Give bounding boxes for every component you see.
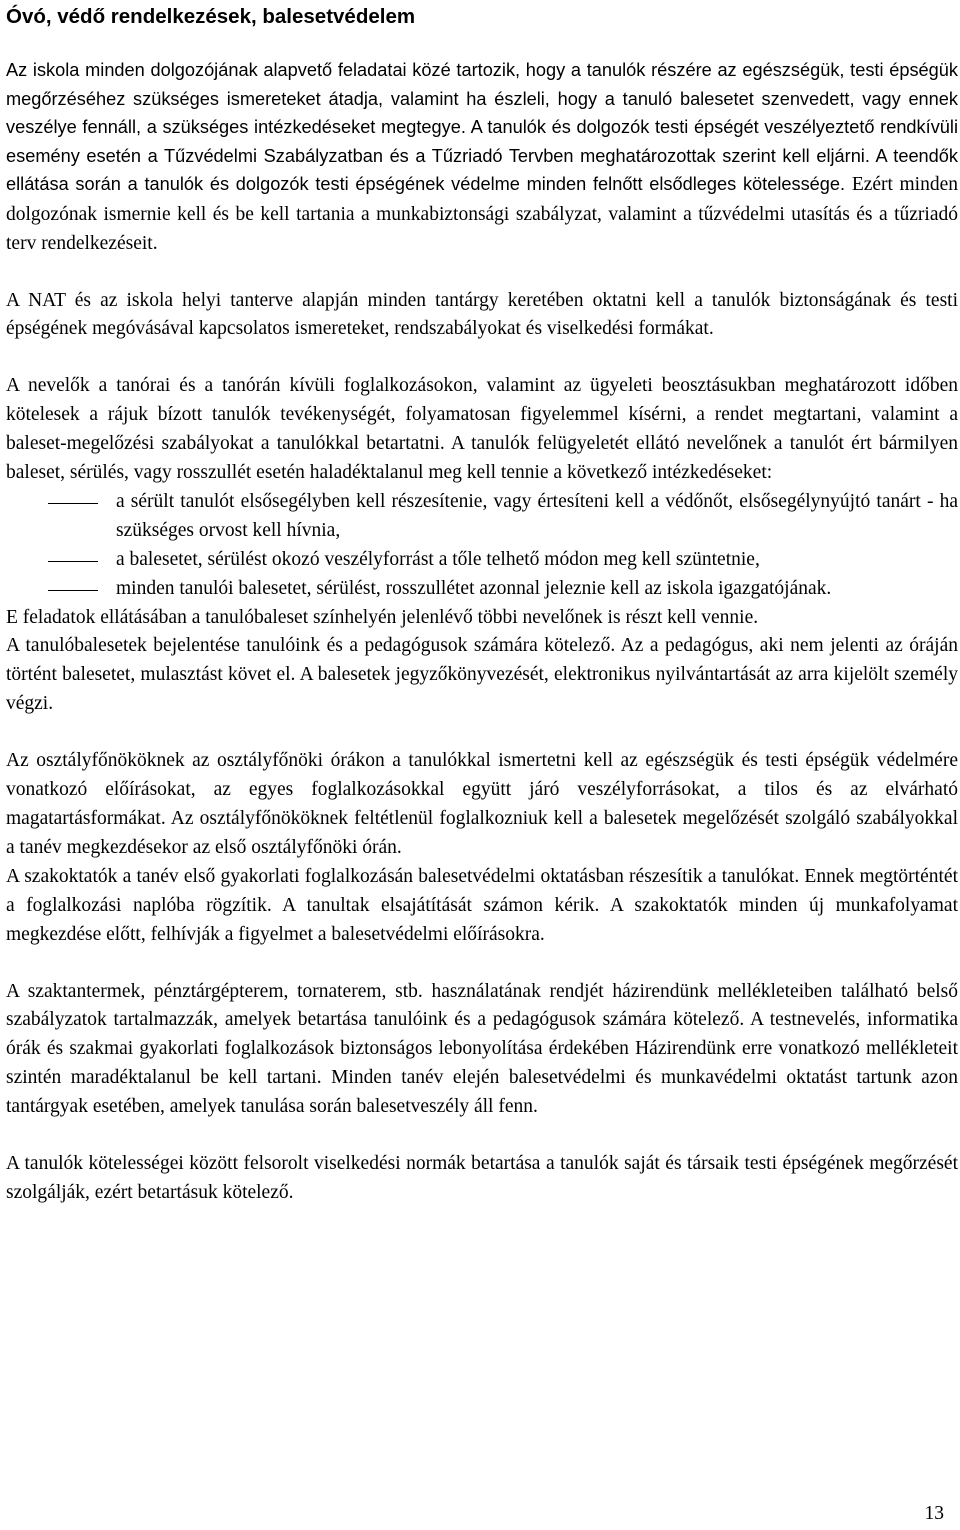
dash-bullet-icon <box>48 590 98 591</box>
paragraph-intro-part1: Az iskola minden dolgozójának alapvető feladatai közé tartozik, hogy a tanulók részére az egészségük, testi épségük megőrzéséhez szükséges ismereteket átadja, valamint ha észleli, hogy a tanuló balesetet szenvedett, vagy ennek veszélye fennáll, a szükséges intézkedéseket megtegye. <box>6 60 958 137</box>
list-item-text: minden tanulói balesetet, sérülést, rosszullétet azonnal jeleznie kell az iskola igazgatójának. <box>116 577 832 599</box>
paragraph-reporting: A tanulóbalesetek bejelentése tanulóink és a pedagógusok számára kötelező. Az a pedagógus, aki nem jelenti az óráján történt balesetet, mulasztást követ el. A balesetek jegyzőkönyvezését, elektronikus nyilvántartását az arra kijelölt személy végzi. <box>6 635 958 715</box>
dash-bullet-icon <box>48 503 98 504</box>
paragraph-other-teachers: E feladatok ellátásában a tanulóbaleset színhelyén jelenlévő többi nevelőnek is részt kell vennie. <box>6 606 759 628</box>
page-number: 13 <box>924 1503 944 1524</box>
list-item-text: a sérült tanulót elsősegélyben kell részesítenie, vagy értesíteni kell a védőnőt, elsősegélynyújtó tanárt - ha szükséges orvost kell hívnia, <box>116 490 958 541</box>
list-item-text: a balesetet, sérülést okozó veszélyforrást a tőle telhető módon meg kell szüntetnie, <box>116 548 760 570</box>
paragraph-intro <box>6 56 958 259</box>
list-item <box>6 575 958 604</box>
paragraph-intro-part2: A tanulók és dolgozók testi épségét veszélyeztető rendkívüli esemény esetén a Tűzvédelmi Szabályzatban és a Tűzriadó Tervben meghatározottak szerint kell eljárni. <box>6 117 958 166</box>
list-item <box>6 546 958 575</box>
paragraph-class-teachers: Az osztályfőnököknek az osztályfőnöki órákon a tanulókkal ismertetni kell az egészségük és testi épségük védelmére vonatkozó előírásokat, az egyes foglalkozásokkal együtt járó veszélyforrásokat, a tilos és az elvárható magatartásformákat. Az osztályfőnököknek feltétlenül foglalkozniuk kell a balesetek megelőzését szolgáló szabályokkal a tanév megkezdésekor az első osztályfőnöki órán. <box>6 750 958 858</box>
paragraph-special-rooms: A szaktantermek, pénztárgépterem, tornaterem, stb. használatának rendjét házirendünk mellékleteiben található belső szabályzatok tartalmazzák, amelyek betartása tanulóink és a pedagógusok számára kötelező. A testnevelés, informatika órák és szakmai gyakorlati foglalkozások biztonságos lebonyolítása érdekében Házirendünk erre vonatkozó mellékleteit szintén maradéktalanul be kell tartani. Minden tanév elején balesetvédelmi és munkavédelmi oktatást tartunk azon tantárgyak esetében, amelyek tanulása során balesetveszély áll fenn. <box>6 980 958 1118</box>
paragraph-teachers: A nevelők a tanórai és a tanórán kívüli foglalkozásokon, valamint az ügyeleti beosztásukban meghatározott időben kötelesek a rájuk bízott tanulók tevékenységét, folyamatosan figyelemmel kísérni, a rendet megtartani, valamint a baleset-megelőzési szabályokat a tanulókkal betartatni. A tanulók felügyeletét ellátó nevelőnek a tanulót ért bármilyen baleset, sérülés, vagy rosszullét esetén haladéktalanul meg kell tennie a következő intézkedéseket: <box>6 375 958 484</box>
paragraph-student-duties: A tanulók kötelességei között felsorolt viselkedési normák betartása a tanulók saját és társaik testi épségének megőrzését szolgálják, ezért betartásuk kötelező. <box>6 1153 958 1203</box>
paragraph-nat: A NAT és az iskola helyi tanterve alapján minden tantárgy keretében oktatni kell a tanulók biztonságának és testi épségének megóvásával kapcsolatos ismereteket, rendszabályokat és viselkedési formákat. <box>6 289 958 340</box>
paragraph-intro-part3: A teendők ellátása során a tanulók és dolgozók testi épségének védelme minden felnőtt elsődleges kötelessége. <box>6 145 958 194</box>
section-heading: Óvó, védő rendelkezések, balesetvédelem <box>6 5 416 28</box>
paragraph-intro-part4: Ezért minden dolgozónak ismernie kell és be kell tartania a munkabiztonsági szabályzat, valamint a tűzvédelmi utasítás és a tűzriadó terv rendelkezéseit. <box>6 174 958 254</box>
list-item <box>6 488 958 546</box>
paragraph-instructors: A szakoktatók a tanév első gyakorlati foglalkozásán balesetvédelmi oktatásban részesítik a tanulókat. Ennek megtörténtét a foglalkozási naplóba rögzítik. A tanultak elsajátítását számon kérik. A szakoktatók minden új munkafolyamat megkezdése előtt, felhívják a figyelmet a balesetvédelmi előírásokra. <box>6 865 958 945</box>
dash-bullet-icon <box>48 561 98 562</box>
document-page <box>6 0 958 1208</box>
